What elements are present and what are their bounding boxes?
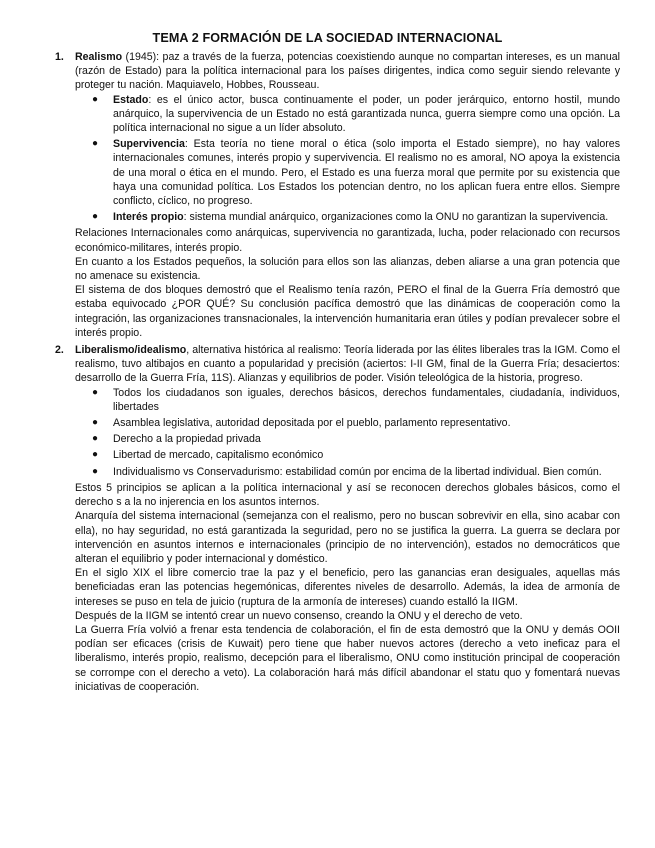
paragraph: El sistema de dos bloques demostró que el Realismo tenía razón, PERO el final de la Guerra Fría demostró que estaba equivocado ¿POR QUÉ? Su conclusión pacífica demostró que las dinámicas de cooperación como la integración, las organizaciones transnacionales, la intervención humanitaria eran útiles y podían prevalecer sobre el interés propio. [75, 284, 620, 339]
list-item [92, 465, 620, 479]
bullet-text: Derecho a la propiedad privada [113, 433, 261, 446]
bullet-list [75, 93, 620, 225]
section-number: 2. [55, 344, 64, 357]
section-number: 1. [55, 51, 64, 63]
document-body [55, 50, 620, 694]
paragraph: En cuanto a los Estados pequeños, la solución para ellos son las alianzas, deben aliarse a una gran potencia que no amenace su existencia. [75, 255, 620, 283]
bullet-label: Estado [113, 93, 149, 106]
list-item [92, 93, 620, 136]
bullet-text: Asamblea legislativa, autoridad depositada por el pueblo, parlamento representativo. [113, 417, 511, 430]
paragraph: En el siglo XIX el libre comercio trae la paz y el beneficio, pero las ganancias eran desiguales, aquellas más beneficiadas eran las potencias hegemónicas, diferentes niveles de desarrollo. Además, la idea de armonía de intereses se puso en tela de juicio (ruptura de la armonía de intereses) cuando estalló la IIGM. [75, 567, 620, 608]
bullet-text: Individualismo vs Conservadurismo: estabilidad común por encima de la libertad individual. Bien común. [113, 465, 602, 478]
section-heading: Liberalismo/idealismo [75, 344, 187, 357]
bullet-label: Interés propio [113, 211, 184, 224]
bullet-list [75, 386, 620, 479]
paragraph: La Guerra Fría volvió a frenar esta tendencia de colaboración, el fin de esta demostró que la ONU y demás OOII podían ser eficaces (crisis de Kuwait) pero tiene que haber nuevos actores (derecho a veto ineficaz para el liberalismo, interés propio, realismo, decepción para el liberalismo, ONU como institución principal de cooperación se corrompe con el derecho a veto). La colaboración hará más difícil abandonar el statu quo y fomentará nuevas iniciativas de cooperación. [75, 623, 620, 693]
list-item [92, 448, 620, 462]
bullet-text: Libertad de mercado, capitalismo económico [113, 449, 324, 462]
bullet-icon: ● [92, 386, 99, 398]
bullet-text: : es el único actor, busca continuamente el poder, un poder jerárquico, entorno hostil, mundo anárquico, la supervivencia de un Estado no está garantizada nunca, guerra siempre como una opción. La política internacional no sigue a un líder absoluto. [113, 93, 620, 135]
paragraph: Anarquía del sistema internacional (semejanza con el realismo, pero no buscan sobrevivir en ella, sino acabar con ella), no hay seguridad, no está garantizada la seguridad, pero no se justifica la guerra. La guerra se declara por intervención en asuntos internos e internacionales (principio de no intervención), estados no democráticos que alteran el equilibrio y poder internacional y doméstico. [75, 510, 620, 565]
bullet-text: Todos los ciudadanos son iguales, derechos básicos, derechos fundamentales, ciudadanía, individuos, libertades [113, 386, 620, 413]
section-heading: Realismo [75, 51, 123, 63]
list-item [92, 416, 620, 430]
section-intro-text: (1945): paz a través de la fuerza, potencias coexistiendo aunque no compartan intereses, es un manual (razón de Estado) para la política internacional para los países dirigentes, indica como seguir siendo relevante y proteger tu nación. Maquiavelo, Hobbes, Rousseau. [75, 51, 620, 92]
list-item [92, 432, 620, 446]
paragraph: Estos 5 principios se aplican a la política internacional y así se reconocen derechos globales básicos, como el derecho s a la no injerencia en los asuntos internos. [75, 481, 620, 509]
bullet-icon: ● [92, 449, 99, 461]
list-item [92, 210, 620, 224]
list-item [92, 386, 620, 414]
bullet-icon: ● [92, 433, 99, 445]
bullet-icon: ● [92, 211, 99, 223]
paragraph: Relaciones Internacionales como anárquicas, supervivencia no garantizada, lucha, poder relacionado con recursos económico-militares, interés propio. [75, 227, 620, 254]
section-liberalismo [55, 343, 620, 694]
section-realismo [55, 50, 620, 340]
section-intro [75, 50, 620, 93]
bullet-icon: ● [92, 417, 99, 429]
bullet-label: Supervivencia [113, 138, 185, 151]
bullet-text: : Esta teoría no tiene moral o ética (solo importa el Estado siempre), no hay valores internacionales comunes, interés propio y supervivencia. El realismo no es amoral, NO apoya la existencia de una moral o ética en el mundo. Pero, el Estado es una fuerza moral que permite por su existencia que haya una comunidad política. Los Estados los potencian dentro, no los aplican fuera entre ellos. Siempre conflicto, cíclico, no progreso. [113, 138, 620, 208]
bullet-icon: ● [92, 138, 99, 150]
section-intro [75, 343, 620, 386]
bullet-text: : sistema mundial anárquico, organizaciones como la ONU no garantizan la supervivencia. [183, 211, 609, 224]
paragraph: Después de la IIGM se intentó crear un nuevo consenso, creando la ONU y el derecho de veto. [75, 609, 523, 622]
bullet-icon: ● [92, 93, 99, 105]
list-item [92, 137, 620, 208]
document-title: TEMA 2 FORMACIÓN DE LA SOCIEDAD INTERNACIONAL [152, 31, 503, 45]
section-intro-text: , alternativa histórica al realismo: Teoría liderada por las élites liberales tras la IGM. Como el realismo, tuvo altibajos en cuanto a popularidad y precisión (aciertos: I-II GM, final de la Guerra Fría; desaciertos: desarrollo de la Guerra Fría, 11S). Alianzas y equilibrios de poder. Visión teleológica de la historia, progreso. [75, 344, 620, 385]
bullet-icon: ● [92, 465, 99, 477]
